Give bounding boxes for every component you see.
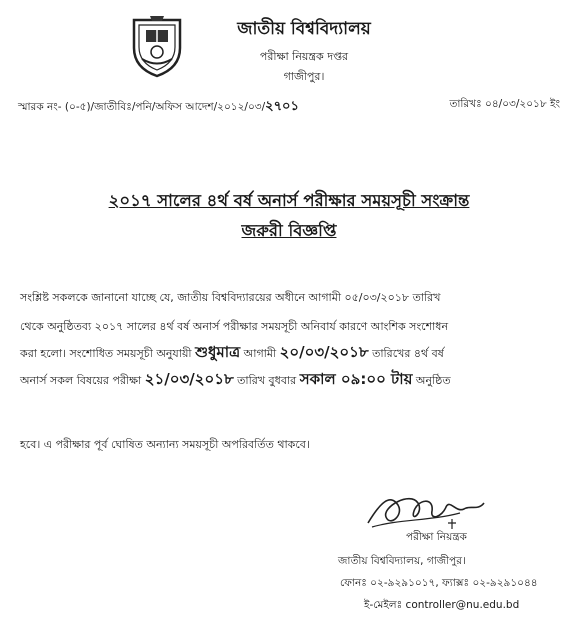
signatory-organization: জাতীয় বিশ্ববিদ্যালয়, গাজীপুর। [338, 555, 466, 567]
emphasis-date: ২১/০৩/২০১৮ [144, 370, 234, 388]
signatory-title: পরীক্ষা নিয়ন্ত্রক [406, 531, 467, 543]
notice-title: ২০১৭ সালের ৪র্থ বর্ষ অনার্স পরীক্ষার সময়সূচী সংক্রান্ত [108, 191, 470, 210]
emphasis-time: সকাল ০৯:০০ টায় [299, 370, 413, 388]
emphasis-only: শুধুমাত্র [195, 343, 241, 361]
body-line [20, 371, 560, 389]
memo-number: ২৭০১ [265, 99, 299, 114]
body-line: হবে। এ পরীক্ষার পূর্ব ঘোষিত অন্যান্য সময়সূচী অপরিবর্তিত থাকবে। [20, 438, 310, 451]
body-text: তারিখের ৪র্থ বর্ষ [372, 347, 444, 360]
university-logo [128, 12, 186, 78]
body-text: অনার্স সকল বিষয়ের পরীক্ষা [20, 374, 142, 387]
body-text: করা হলো। সংশোধিত সময়সূচী অনুযায়ী [20, 347, 192, 360]
office-name: পরীক্ষা নিয়ন্ত্রক দপ্তর [259, 50, 349, 63]
notice-subtitle: জরুরী বিজ্ঞপ্তি [241, 221, 337, 240]
university-name: জাতীয় বিশ্ববিদ্যালয় [237, 19, 371, 39]
body-line [20, 344, 560, 362]
body-line: থেকে অনুষ্ঠিতব্য ২০১৭ সালের ৪র্থ বর্ষ অনার্স পরীক্ষার সময়সূচী অনিবার্য কারণে আংশিক সংশোধন [20, 320, 449, 333]
body-text: আগামী [243, 347, 277, 360]
contact-email: ই-মেইলঃ controller@nu.edu.bd [364, 599, 520, 611]
emphasis-date: ২০/০৩/২০১৮ [279, 343, 369, 361]
contact-phone: ফোনঃ ০২-৯২৯১০১৭, ফ্যাক্সঃ ০২-৯২৯১০৪৪ [340, 577, 538, 589]
office-city: গাজীপুর। [283, 70, 325, 83]
body-line: সংশ্লিষ্ট সকলকে জানানো যাচ্ছে যে, জাতীয় বিশ্ববিদ্যারয়ের অধীনে আগামী ০৫/০৩/২০১৮ তারিখ [20, 291, 441, 304]
body-text: অনুষ্ঠিত [415, 374, 451, 387]
memo-prefix: স্মারক নং- (০-৫)/জাতীবিঃ/পনি/অফিস আদেশ/২০১২/০৩/ [18, 101, 266, 113]
memo-reference [18, 97, 299, 118]
signature-image [360, 483, 490, 535]
body-text: তারিখ বুধবার [237, 374, 297, 387]
memo-date: তারিখঃ ০৪/০৩/২০১৮ ইং [449, 98, 560, 110]
